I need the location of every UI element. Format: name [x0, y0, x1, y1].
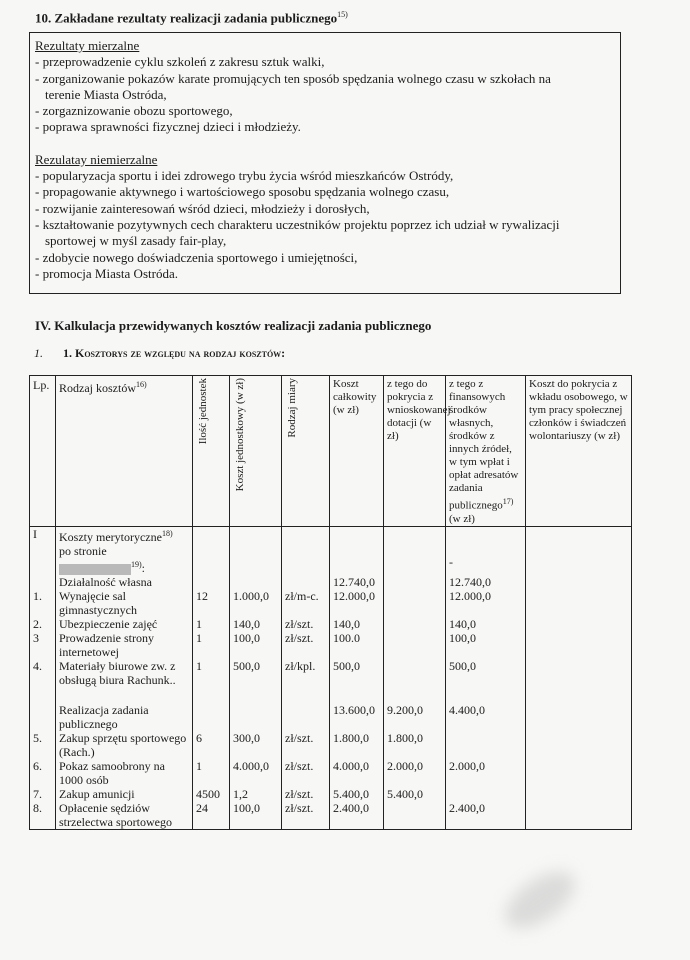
subsection-title — [34, 346, 285, 361]
cell-total: 5.400,0 — [330, 787, 384, 801]
footnote-ref: 15) — [337, 10, 348, 19]
cell-qty: 24 — [193, 801, 230, 830]
cell-total: 140,0 — [330, 617, 384, 631]
group-row — [30, 527, 632, 576]
header-unit-cost — [230, 376, 282, 527]
cell-qty: 1 — [193, 759, 230, 787]
cell-grant — [384, 617, 446, 631]
cell-lp: 5. — [30, 731, 56, 759]
cell-measure: zł/szt. — [282, 759, 330, 787]
cell-measure: zł/szt. — [282, 631, 330, 659]
nonmeasurable-item: - rozwijanie zainteresowań wśród dzieci, młodzieży i dorosłych, — [35, 200, 370, 216]
table-row — [30, 801, 632, 830]
cell-group-label: Koszty merytoryczne$^{18)}$ po stronie $^{19)}$: — [56, 527, 193, 576]
footnote-ref: 19) — [131, 560, 142, 569]
subtotal-row — [30, 575, 632, 589]
cell-lp: 7. — [30, 787, 56, 801]
header-lp: Lp. — [30, 376, 56, 527]
cell-qty: 1 — [193, 659, 230, 687]
cell-name: Zakup amunicji — [56, 787, 193, 801]
scan-smudge — [496, 861, 584, 940]
measurable-item: - zorgaznizowanie obozu sportowego, — [35, 103, 233, 119]
cell-measure: zł/szt. — [282, 731, 330, 759]
cell-unit-cost: 140,0 — [230, 617, 282, 631]
cell-lp: 6. — [30, 759, 56, 787]
nonmeasurable-heading: Rezulatay niemierzalne — [35, 151, 158, 167]
section-4-title: IV. Kalkulacja przewidywanych kosztów realizacji zadania publicznego — [35, 318, 432, 333]
cell-lp: 1. — [30, 589, 56, 617]
cell-name: Ubezpieczenie zajęć — [56, 617, 193, 631]
cell-total: 500,0 — [330, 659, 384, 687]
measurable-item: - zorganizowanie pokazów karate promujących ten sposób spędzania wolnego czasu w szkołach na — [35, 70, 551, 86]
nonmeasurable-item: - promocja Miasta Ostróda. — [35, 265, 178, 281]
cell-grant: 2.000,0 — [384, 759, 446, 787]
cell-grant — [384, 801, 446, 830]
header-grant: z tego do pokrycia z wnioskowanej dotacji (w zł) — [384, 376, 446, 527]
measurable-item-continued: terenie Miasta Ostróda, — [45, 86, 167, 102]
cell-total: 100.0 — [330, 631, 384, 659]
cell-lp: 3 — [30, 631, 56, 659]
cell-name: Pokaz samoobrony na 1000 osób — [56, 759, 193, 787]
cell-unit-cost: 500,0 — [230, 659, 282, 687]
cell-qty: 1 — [193, 617, 230, 631]
cell-lp: I — [30, 527, 56, 576]
table-row — [30, 631, 632, 659]
cell-total: 12.740,0 — [330, 575, 384, 589]
cell-own: 100,0 — [446, 631, 526, 659]
cell-measure: zł/szt. — [282, 787, 330, 801]
measurable-item: - poprawa sprawności fizycznej dzieci i młodzieży. — [35, 119, 301, 135]
nonmeasurable-item-continued: sportowej w myśl zasady fair-play, — [45, 233, 227, 249]
table-row — [30, 759, 632, 787]
footnote-ref: 16) — [136, 380, 147, 389]
cell-name: Materiały biurowe zw. z obsługą biura Rachunk.. — [56, 659, 193, 687]
subsection-number: 1. — [34, 346, 43, 360]
cell-measure: zł/szt. — [282, 617, 330, 631]
cell-own: 2.000,0 — [446, 759, 526, 787]
nonmeasurable-item: - popularyzacja sportu i idei zdrowego trybu życia wśród mieszkańców Ostródy, — [35, 168, 454, 184]
cell-unit-cost: 100,0 — [230, 631, 282, 659]
header-qty-text: Ilość jednostek — [197, 378, 209, 445]
measurable-heading: Rezultaty mierzalne — [35, 38, 140, 53]
dash: - — [449, 555, 453, 569]
cell-lp: 4. — [30, 659, 56, 687]
cell-own — [446, 787, 526, 801]
cell-name: Działalność własna — [56, 575, 193, 589]
cell-lp: 2. — [30, 617, 56, 631]
cell-total: 4.000,0 — [330, 759, 384, 787]
cell-own: 12.000,0 — [446, 589, 526, 617]
table-row — [30, 659, 632, 687]
cell-grant: 5.400,0 — [384, 787, 446, 801]
section-10-title-text: 10. Zakładane rezultaty realizacji zadania publicznego — [35, 10, 338, 26]
table-row — [30, 589, 632, 617]
cell-grant: 9.200,0 — [384, 703, 446, 731]
nonmeasurable-item: - kształtowanie pozytywnych cech charakteru uczestników projektu poprzez ich udział w rywalizacji — [35, 216, 560, 232]
table-row — [30, 787, 632, 801]
header-type — [56, 376, 193, 527]
header-unit-cost-text: Koszt jednostkowy (w zł) — [234, 378, 246, 492]
cell-name: Prowadzenie strony internetowej — [56, 631, 193, 659]
cell-own — [446, 527, 526, 576]
cell-grant — [384, 631, 446, 659]
cell-qty: 12 — [193, 589, 230, 617]
cell-total: 13.600,0 — [330, 703, 384, 731]
table-row — [30, 731, 632, 759]
results-box — [29, 32, 621, 294]
cell-name: Zakup sprzętu sportowego (Rach.) — [56, 731, 193, 759]
cell-own — [446, 731, 526, 759]
cell-own: 2.400,0 — [446, 801, 526, 830]
cell-unit-cost: 4.000,0 — [230, 759, 282, 787]
cell-unit-cost: 300,0 — [230, 731, 282, 759]
header-qty — [193, 376, 230, 527]
cell-grant — [384, 589, 446, 617]
cell-total: 2.400,0 — [330, 801, 384, 830]
cell-grant: 1.800,0 — [384, 731, 446, 759]
table-header-row — [30, 376, 632, 527]
cell-qty: 6 — [193, 731, 230, 759]
section-10-title — [35, 10, 348, 26]
cell-measure: zł/kpl. — [282, 659, 330, 687]
nonmeasurable-item: - zdobycie nowego doświadczenia sportowego i umiejętności, — [35, 249, 358, 265]
header-total: Koszt całkowity (w zł) — [330, 376, 384, 527]
header-type-text: Rodzaj kosztów — [59, 381, 136, 395]
cell-total: 1.800,0 — [330, 731, 384, 759]
cell-own: 4.400,0 — [446, 703, 526, 731]
header-measure-text: Rodzaj miary — [286, 378, 298, 438]
measurable-item: - przeprowadzenie cyklu szkoleń z zakresu sztuk walki, — [35, 54, 325, 70]
footnote-ref: 18) — [161, 529, 173, 538]
header-own — [446, 376, 526, 527]
cell-grant — [384, 659, 446, 687]
table-row — [30, 617, 632, 631]
nonmeasurable-item: - propagowanie aktywnego i wartościowego sposobu spędzania wolnego czasu, — [35, 184, 450, 200]
cost-table — [29, 375, 632, 830]
cell-qty: 1 — [193, 631, 230, 659]
subsection-text: 1. Kosztorys ze względu na rodzaj kosztów: — [63, 346, 286, 360]
cell-unit-cost: 1.000,0 — [230, 589, 282, 617]
cell-name: Opłacenie sędziów strzelectwa sportowego — [56, 801, 193, 830]
cell-name: Wynajęcie sal gimnastycznych — [56, 589, 193, 617]
cell-total: 12.000,0 — [330, 589, 384, 617]
cell-lp: 8. — [30, 801, 56, 830]
subtotal-row — [30, 703, 632, 731]
cell-unit-cost: 100,0 — [230, 801, 282, 830]
cell-own: 140,0 — [446, 617, 526, 631]
header-own-unit: (w zł) — [449, 512, 475, 525]
header-personal: Koszt do pokrycia z wkładu osobowego, w tym pracy społecznej członków i świadczeń wolontariuszy (w zł) — [526, 376, 632, 527]
group-label: Koszty merytoryczne — [59, 530, 162, 544]
footnote-ref: 17) — [502, 497, 514, 506]
group-label-2: po stronie — [59, 544, 107, 558]
cell-measure: zł/m-c. — [282, 589, 330, 617]
cell-own: 12.740,0 — [446, 575, 526, 589]
cell-unit-cost: 1,2 — [230, 787, 282, 801]
cell-own: 500,0 — [446, 659, 526, 687]
redacted-text — [59, 564, 131, 575]
cell-measure: zł/szt. — [282, 801, 330, 830]
header-measure — [282, 376, 330, 527]
cell-qty: 4500 — [193, 787, 230, 801]
header-own-text: z tego z finansowych środków własnych, środków z innych źródeł, w tym wpłat i opłat adresatów zadania publicznego — [449, 378, 519, 512]
cell-name: Realizacja zadania publicznego — [56, 703, 193, 731]
